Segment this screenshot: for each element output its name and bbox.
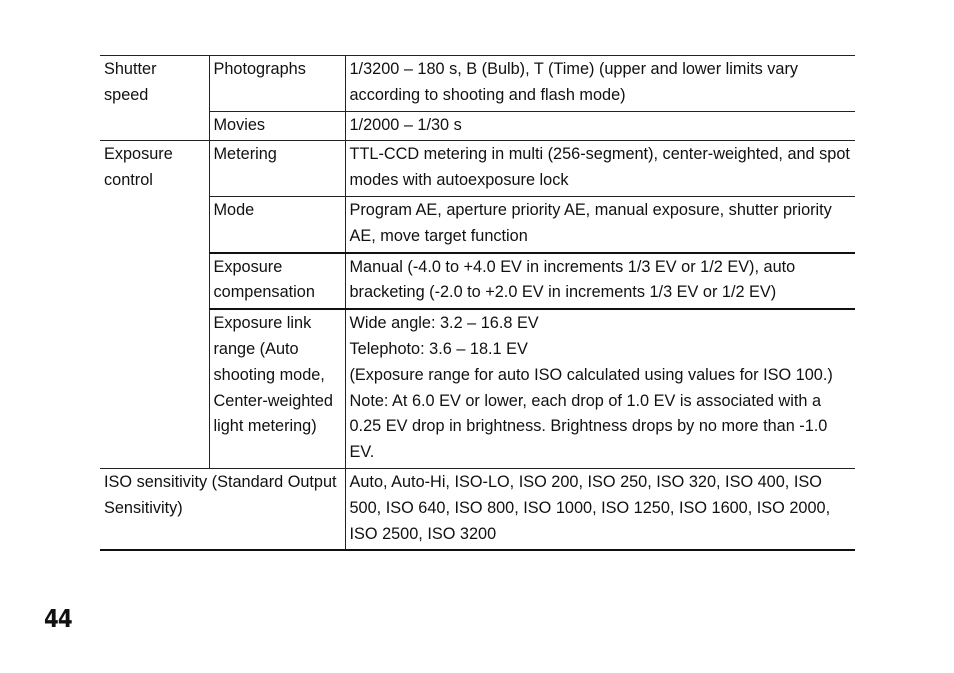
iso-sensitivity-label: ISO sensitivity (Standard Output Sensitivity) [100, 468, 345, 550]
table-row [100, 141, 855, 197]
sub-label-mode: Mode [209, 196, 345, 252]
wide-angle-range: Wide angle: 3.2 – 16.8 EV [349, 314, 539, 333]
table-row [100, 309, 855, 468]
value-iso-sensitivity: Auto, Auto-Hi, ISO-LO, ISO 200, ISO 250, ISO 320, ISO 400, ISO 500, ISO 640, ISO 800, ISO 1000, ISO 1250, ISO 1600, ISO 2000, ISO 2500, ISO 3200 [345, 468, 855, 550]
category-exposure-control: Exposure control [104, 145, 173, 190]
table-row [100, 56, 855, 112]
sub-label-metering: Metering [209, 141, 345, 197]
value-metering: TTL-CCD metering in multi (256-segment), center-weighted, and spot modes with autoexposure lock [345, 141, 855, 197]
page-number: 44 [44, 604, 72, 633]
value-movies: 1/2000 – 1/30 s [345, 111, 855, 141]
category-cell [100, 56, 209, 141]
exposure-range-note: (Exposure range for auto ISO calculated using values for ISO 100.) [349, 365, 833, 384]
table-row [100, 253, 855, 310]
value-exposure-compensation: Manual (-4.0 to +4.0 EV in increments 1/3 EV or 1/2 EV), auto bracketing (-2.0 to +2.0 EV in increments 1/3 EV or 1/2 EV) [345, 253, 855, 310]
table-row [100, 196, 855, 252]
table-row [100, 111, 855, 141]
sub-label-photographs: Photographs [209, 56, 345, 112]
table-row [100, 468, 855, 550]
category-shutter-speed: Shutter speed [104, 60, 157, 104]
category-cell [100, 141, 209, 469]
sub-label-exposure-compensation: Exposure compensation [209, 253, 345, 310]
sub-label-exposure-link-range: Exposure link range (Auto shooting mode, Center-weighted light metering) [209, 309, 345, 468]
value-mode: Program AE, aperture priority AE, manual exposure, shutter priority AE, move target function [345, 196, 855, 252]
spec-table [100, 55, 855, 551]
value-exposure-link-range [345, 309, 855, 468]
sub-label-movies: Movies [209, 111, 345, 141]
brightness-note: Note: At 6.0 EV or lower, each drop of 1.0 EV is associated with a 0.25 EV drop in brightness. Brightness drops by no more than -1.0 EV. [349, 391, 828, 462]
value-photographs: 1/3200 – 180 s, B (Bulb), T (Time) (upper and lower limits vary according to shooting and flash mode) [345, 56, 855, 112]
telephoto-range: Telephoto: 3.6 – 18.1 EV [349, 339, 528, 358]
